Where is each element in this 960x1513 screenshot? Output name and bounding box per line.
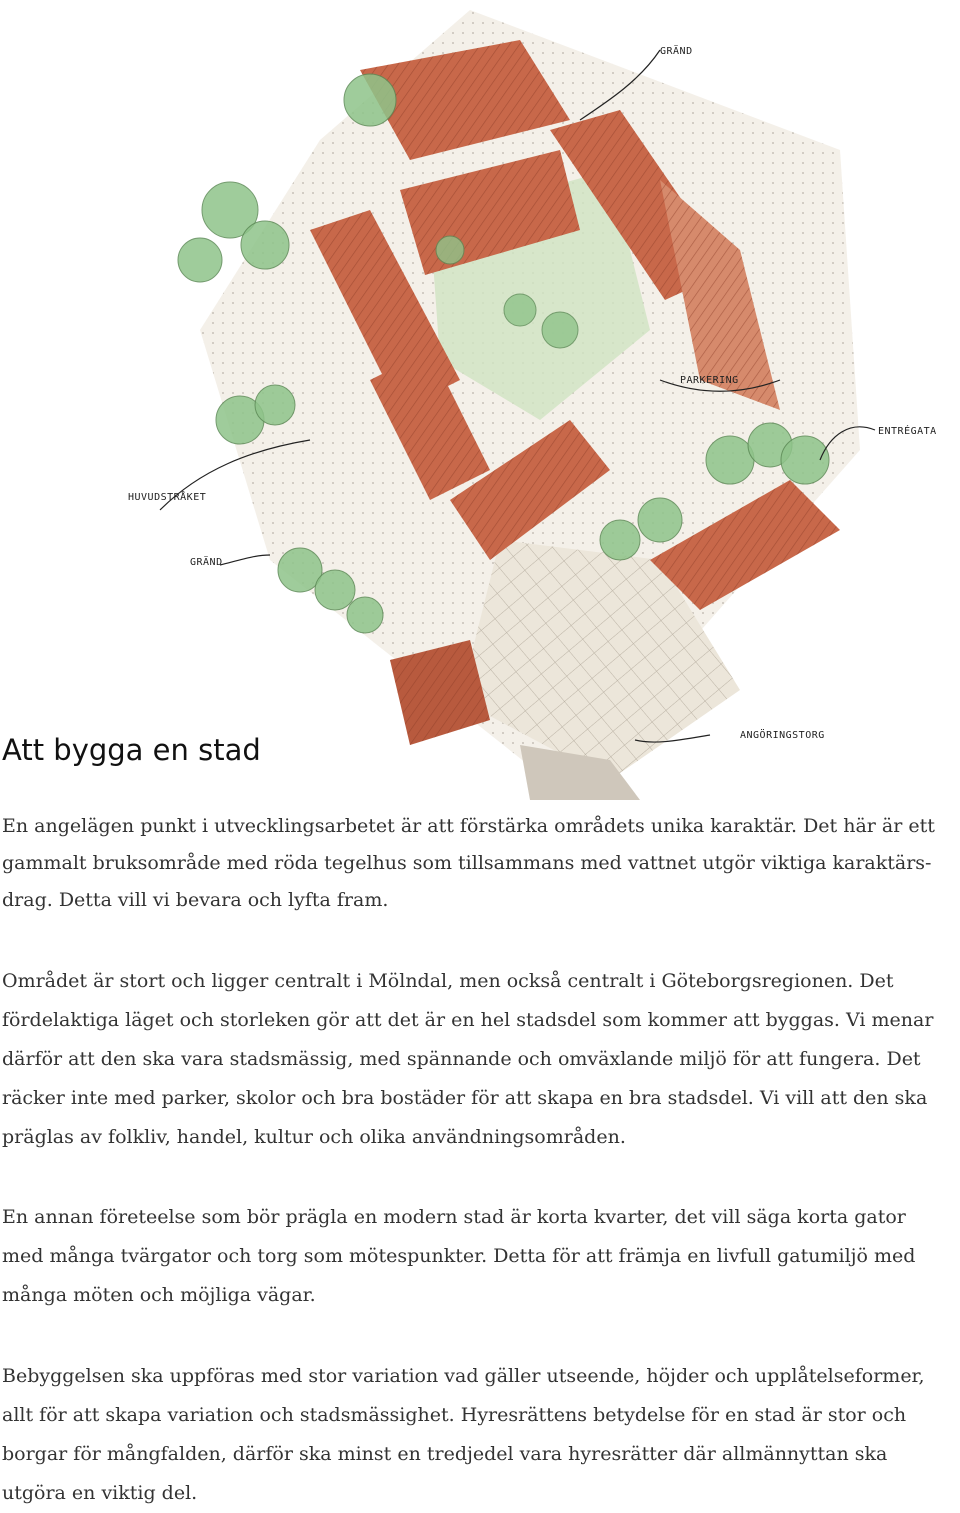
paragraph-short-blocks: En annan företeelse som bör prägla en modern stad är korta kvarter, det vill säga korta gator med många tvärgator och torg som mötespunkter. Detta för att främja en livfull gatumiljö med många möten och möjliga vägar. xyxy=(2,1206,916,1306)
paragraph-intro: En angelägen punkt i utvecklingsarbetet är att förstärka områdets unika karaktär. Det här är ett gammalt bruksområde med röda tegelhus som tillsammans med vattnet utgör viktiga karaktärs-drag. Detta vill vi bevara och lyfta fram. xyxy=(2,815,935,911)
label-angoringstorg: ANGÖRINGSTORG xyxy=(740,730,825,741)
label-grand-left: GRÄND xyxy=(190,557,223,568)
label-entregata: ENTRÉGATA xyxy=(878,426,937,437)
label-parkering: PARKERING xyxy=(680,375,739,386)
label-grand-top: GRÄND xyxy=(660,46,693,57)
paragraph-variation: Bebyggelsen ska uppföras med stor variation vad gäller utseende, höjder och upplåtelseformer, allt för att skapa variation och stadsmässighet. Hyresrättens betydelse för en stad är stor och borgar för mångfalden, därför ska minst en tredjedel vara hyresrätter där allmännyttan ska utgöra en viktig del. xyxy=(2,1365,925,1504)
label-huvudstraket: HUVUDSTRÅKET xyxy=(128,492,207,503)
paragraph-location: Området är stort och ligger centralt i Mölndal, men också centralt i Göteborgsregionen. Det fördelaktiga läget och storleken gör att det är en hel stadsdel som kommer att byggas. Vi menar därför att den ska vara stadsmässig, med spännande och omväxlande miljö för att fungera. Det räcker inte med parker, skolor och bra bostäder för att skapa en bra stadsdel. Vi vill att den ska präglas av folkliv, handel, kultur och olika användningsområden. xyxy=(2,970,934,1148)
page-title: Att bygga en stad xyxy=(2,733,261,767)
